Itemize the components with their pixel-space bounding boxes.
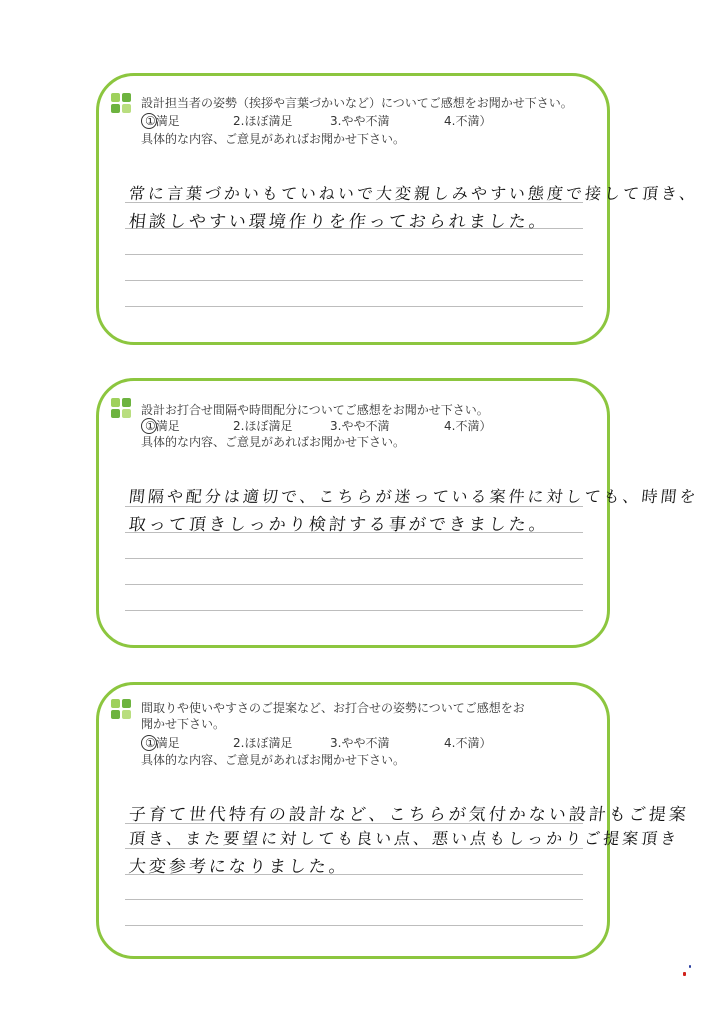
option-3: 3.やや不満 xyxy=(330,419,390,433)
question-text: 間取りや使いやすさのご提案など、お打合せの姿勢についてご感想をお 聞かせ下さい。 xyxy=(141,701,525,731)
question-text: 設計お打合せ間隔や時間配分についてご感想をお聞かせ下さい。 xyxy=(141,403,489,417)
answer-line xyxy=(125,925,583,926)
handwritten-answer: 大変参考になりました。 xyxy=(127,857,350,877)
answer-line xyxy=(125,558,583,559)
option-4: 4.不満） xyxy=(444,114,492,128)
option-1: ①満足 xyxy=(145,114,180,128)
option-2: 2.ほぼ満足 xyxy=(233,419,293,433)
answer-line xyxy=(125,584,583,585)
question-text: 設計担当者の姿勢（挨拶や言葉づかいなど）についてご感想をお聞かせ下さい。 xyxy=(141,96,573,110)
handwritten-answer: 常に言葉づかいもていねいで大変親しみやすい態度で接して頂き、 xyxy=(127,184,700,203)
option-1: ①満足 xyxy=(145,736,180,750)
option-2: 2.ほぼ満足 xyxy=(233,114,293,128)
survey-card-3 xyxy=(96,682,690,959)
logo-icon xyxy=(111,93,133,115)
answer-line xyxy=(125,899,583,900)
logo-icon xyxy=(111,398,133,420)
option-4: 4.不満） xyxy=(444,419,492,433)
option-2: 2.ほぼ満足 xyxy=(233,736,293,750)
answer-line xyxy=(125,306,583,307)
detail-prompt: 具体的な内容、ご意見があればお聞かせ下さい。 xyxy=(141,435,406,449)
handwritten-answer: 頂き、また要望に対しても良い点、悪い点もしっかりご提案頂き xyxy=(127,829,681,848)
handwritten-answer: 取って頂きしっかり検討する事ができました。 xyxy=(127,515,550,535)
handwritten-answer: 間隔や配分は適切で、こちらが迷っている案件に対しても、時間を xyxy=(127,487,700,506)
detail-prompt: 具体的な内容、ご意見があればお聞かせ下さい。 xyxy=(141,132,406,146)
survey-card-2 xyxy=(96,378,700,648)
handwritten-answer: 相談しやすい環境作りを作っておられました。 xyxy=(127,212,550,232)
scan-speck xyxy=(689,965,691,968)
answer-line xyxy=(125,280,583,281)
answer-line xyxy=(125,610,583,611)
option-3: 3.やや不満 xyxy=(330,736,390,750)
answer-line xyxy=(125,254,583,255)
option-3: 3.やや不満 xyxy=(330,114,390,128)
option-1: ①満足 xyxy=(145,419,180,433)
option-4: 4.不満） xyxy=(444,736,492,750)
survey-card-1 xyxy=(96,73,700,345)
detail-prompt: 具体的な内容、ご意見があればお聞かせ下さい。 xyxy=(141,753,406,767)
scan-speck xyxy=(683,972,686,976)
handwritten-answer: 子育て世代特有の設計など、こちらが気付かない設計もご提案 xyxy=(127,805,690,825)
logo-icon xyxy=(111,699,133,721)
